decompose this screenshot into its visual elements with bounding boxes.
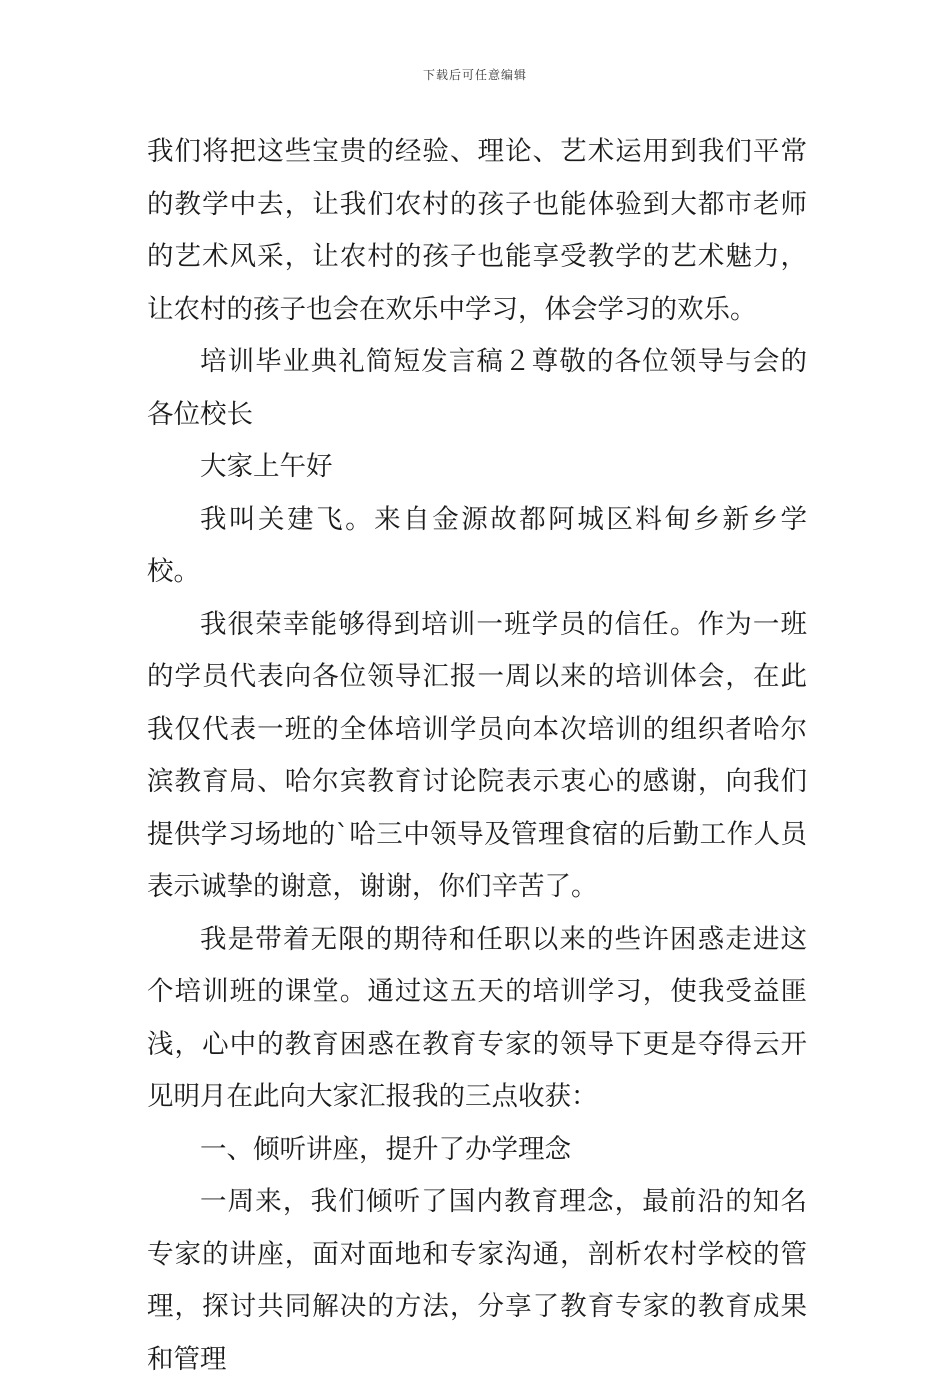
paragraph-speech-title: 培训毕业典礼简短发言稿２尊敬的各位领导与会的各位校长: [147, 346, 807, 430]
paragraph-continuation: 我们将把这些宝贵的经验、理论、艺术运用到我们平常的教学中去，让我们农村的孩子也能体验到大都市老师的艺术风采，让农村的孩子也能享受教学的艺术魅力，让农村的孩子也会在欢乐中学习，体会学习的欢乐。: [147, 136, 807, 325]
paragraph-lectures: 一周来，我们倾听了国内教育理念，最前沿的知名专家的讲座，面对面地和专家沟通，剖析农村学校的管理，探讨共同解决的方法，分享了教育专家的教育成果和管理: [147, 1186, 807, 1375]
paragraph-self-introduction: 我叫关建飞。来自金源故都阿城区料甸乡新乡学校。: [147, 503, 807, 587]
paragraph-gains-intro: 我是带着无限的期待和任职以来的些许困惑走进这个培训班的课堂。通过这五天的培训学习，使我受益匪浅，心中的教育困惑在教育专家的领导下更是夺得云开见明月在此向大家汇报我的三点收获：: [147, 923, 807, 1112]
paragraph-section-heading: 一、倾听讲座，提升了办学理念: [200, 1133, 571, 1165]
document-body: [147, 126, 807, 1386]
paragraph-thanks: 我很荣幸能够得到培训一班学员的信任。作为一班的学员代表向各位领导汇报一周以来的培训体会，在此我仅代表一班的全体培训学员向本次培训的组织者哈尔滨教育局、哈尔宾教育讨论院表示衷心的感谢，向我们提供学习场地的`哈三中领导及管理食宿的后勤工作人员表示诚挚的谢意，谢谢，你们辛苦了。: [147, 608, 807, 902]
paragraph-greeting: 大家上午好: [200, 451, 333, 482]
page-header-note: 下载后可任意编辑: [422, 68, 527, 82]
